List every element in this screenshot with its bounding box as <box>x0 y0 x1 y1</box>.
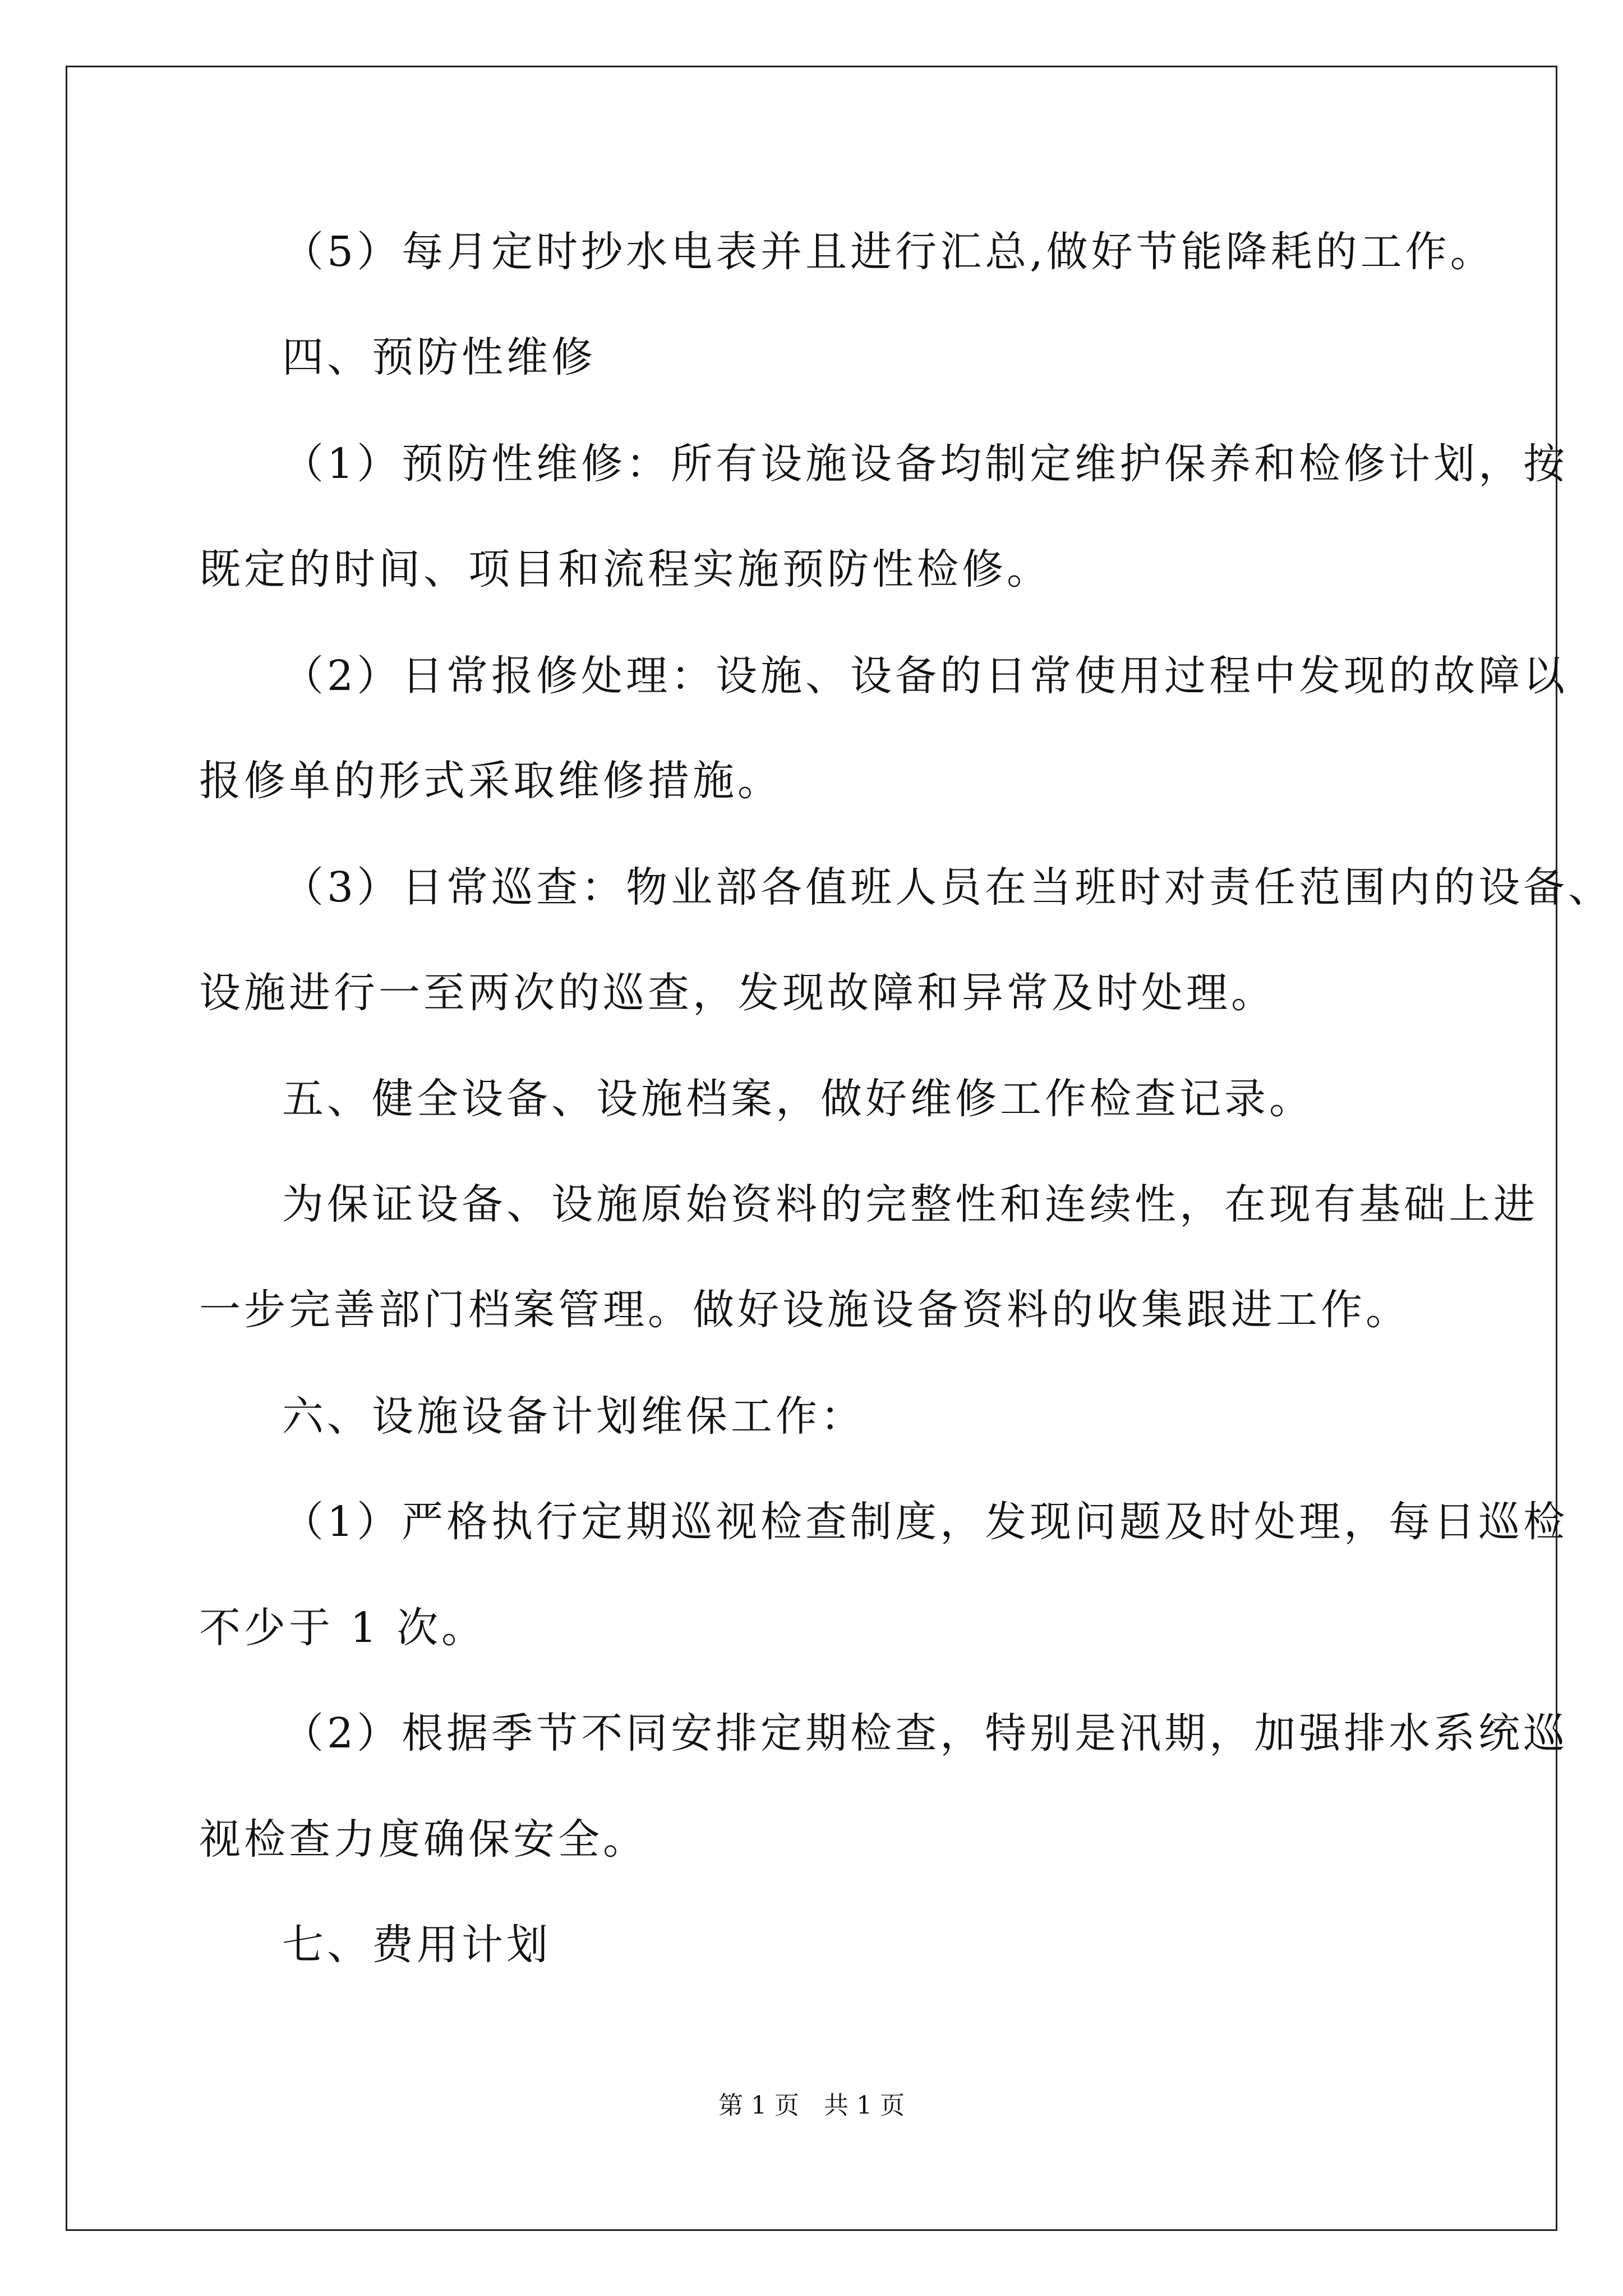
section-heading: 六、设施设备计划维保工作： <box>282 1392 865 1441</box>
paragraph-line: 为保证设备、设施原始资料的完整性和连续性，在现有基础上进 <box>282 1180 1538 1228</box>
page-border <box>66 66 1557 2231</box>
paragraph-line: 报修单的形式采取维修措施。 <box>199 757 782 805</box>
paragraph-line: （2）日常报修处理：设施、设备的日常使用过程中发现的故障以 <box>282 652 1569 700</box>
paragraph-line: （3）日常巡查：物业部各值班人员在当班时对责任范围内的设备、 <box>282 863 1613 912</box>
section-heading: 四、预防性维修 <box>282 333 596 381</box>
page-number: 第 1 页 共 1 页 <box>718 2091 905 2120</box>
paragraph-line: 一步完善部门档案管理。做好设施设备资料的收集跟进工作。 <box>199 1286 1410 1334</box>
paragraph-line: （1）严格执行定期巡视检查制度，发现问题及时处理，每日巡检 <box>282 1498 1569 1546</box>
paragraph-line: （1）预防性维修：所有设施设备均制定维护保养和检修计划，按 <box>282 440 1569 488</box>
paragraph-line: 既定的时间、项目和流程实施预防性检修。 <box>199 545 1052 593</box>
section-heading: 五、健全设备、设施档案，做好维修工作检查记录。 <box>282 1075 1314 1123</box>
paragraph-line: （5）每月定时抄水电表并且进行汇总,做好节能降耗的工作。 <box>282 228 1495 276</box>
paragraph-line: 视检查力度确保安全。 <box>199 1815 648 1864</box>
paragraph-line: （2）根据季节不同安排定期检查，特别是汛期，加强排水系统巡 <box>282 1709 1569 1757</box>
paragraph-line: 设施进行一至两次的巡查，发现故障和异常及时处理。 <box>199 969 1276 1017</box>
section-heading: 七、费用计划 <box>282 1921 551 1969</box>
paragraph-line: 不少于 1 次。 <box>199 1604 487 1652</box>
